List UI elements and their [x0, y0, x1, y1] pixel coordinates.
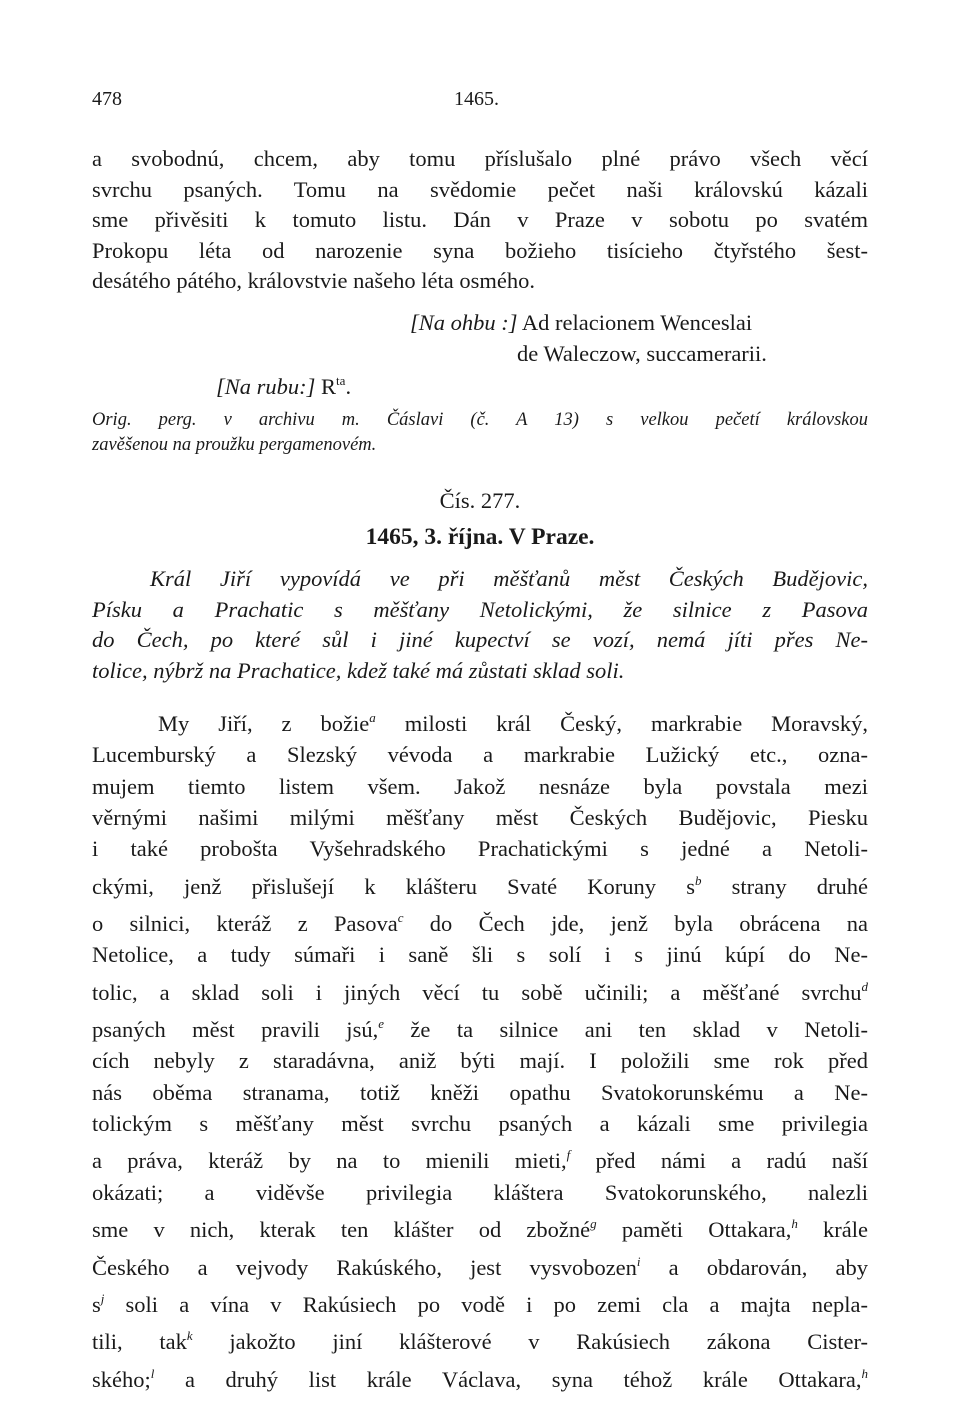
text-line: sme přivěsiti k tomuto listu. Dán v Praze v sobotu po svatém: [92, 207, 868, 232]
page-number: 478: [92, 88, 122, 110]
body-text-segment: Lucemburský a Slezský vévoda a markrabie Lužický etc., ozna-: [92, 742, 868, 768]
body-text-segment: a druhý list krále Václava, syna téhož krále Ottakara,: [154, 1366, 862, 1392]
rubu-label: [Na rubu:]: [216, 374, 316, 399]
footnote-marker: a: [369, 710, 376, 725]
ohbu-text-cont: de Waleczow, succamerarii.: [517, 340, 767, 366]
body-text-segment: krále: [797, 1217, 868, 1243]
body-text-segment: že ta silnice ani ten sklad v Netoli-: [383, 1017, 868, 1043]
text-line: desátého pátého, královstvie našeho léta osmého.: [92, 268, 535, 293]
body-text-segment: a obdarován, aby: [640, 1254, 868, 1280]
regest: [92, 564, 868, 686]
source-line: Orig. perg. v archivu m. Čáslavi (č. A 13) s velkou pečetí královskou: [92, 410, 868, 430]
body-text-segment: milosti král Český, markrabie Moravský,: [375, 711, 869, 736]
body-text-segment: před námi a radú naší: [570, 1148, 868, 1174]
body-line: [92, 1177, 868, 1208]
body-line: [92, 833, 868, 864]
footnote-marker: b: [694, 872, 702, 888]
body-line: [92, 1108, 868, 1139]
body-text-segment: Českého a vejvody Rakúského, jest vysvobozen: [92, 1254, 637, 1280]
page-header: [92, 88, 868, 112]
body-line: [92, 902, 868, 939]
body-text-segment: i také probošta Vyšehradského Prachatickými s jedné a Netoli-: [92, 836, 868, 862]
endorsement-ohbu: [410, 308, 868, 369]
body-text-segment: s: [92, 1291, 101, 1317]
body-line: [92, 1283, 868, 1320]
regest-line: Král Jiří vypovídá ve při měšťanů měst Českých Budějovic,: [150, 566, 868, 591]
footnote-marker: k: [186, 1328, 193, 1344]
body-text-segment: tolickým s měšťany měst svrchu psaných a kázali sme privilegia: [92, 1111, 868, 1137]
regest-line: tolice, nýbrž na Prachatice, kdež také má zůstati sklad soli.: [92, 657, 625, 683]
footnote-marker: e: [378, 1016, 384, 1032]
body-text-segment: věrnými našimi milými měšťany měst Českých Budějovic, Piesku: [92, 805, 868, 831]
body-text-segment: okázati; a viděvše privilegia kláštera Svatokorunského, nalezli: [92, 1179, 868, 1205]
footnote-marker: h: [861, 1365, 868, 1381]
body-line: [92, 739, 868, 770]
document-number: Čís. 277.: [439, 488, 521, 513]
document-body: [92, 702, 868, 1395]
regest-line: do Čech, po které sůl i jiné kupectví se vozí, nemá jíti přes Ne-: [92, 627, 868, 652]
body-line: [92, 702, 868, 739]
rubu-end: .: [345, 374, 352, 399]
footnote-marker: d: [861, 978, 868, 994]
body-text-segment: jakožto jiní klášterové v Rakúsiech zákona Cister-: [192, 1329, 868, 1355]
body-text-segment: tolic, a sklad soli i jiných věcí tu sobě učinili; a měšťané svrchu: [92, 979, 862, 1005]
body-text-segment: o silnici, kteráž z Pasova: [92, 911, 398, 937]
footnote-marker: f: [566, 1147, 571, 1163]
body-text-segment: a práva, kteráž by na to mienili mieti,: [92, 1148, 567, 1174]
body-text-segment: cích nebyly z staradávna, aniž býti mají. I položili sme rok před: [92, 1048, 868, 1074]
prev-document-text: [92, 144, 868, 297]
body-line: [92, 971, 868, 1008]
body-line: [92, 865, 868, 902]
body-text-segment: nás oběma stranama, totiž kněži opathu Svatokorunskému a Ne-: [92, 1079, 868, 1105]
body-text-segment: strany druhé: [701, 873, 868, 899]
ohbu-label: [Na ohbu :]: [410, 310, 518, 335]
rubu-sup: ta: [336, 373, 346, 388]
body-line: [92, 939, 868, 970]
body-line: [92, 1246, 868, 1283]
body-text-segment: soli a vína v Rakúsiech po vodě i po zemi cla a majta nepla-: [104, 1291, 868, 1317]
text-line: a svobodnú, chcem, aby tomu příslušalo plné právo všech věcí: [92, 146, 868, 171]
document-date-place: 1465, 3. října. V Praze.: [365, 524, 595, 550]
body-line: [92, 771, 868, 802]
body-text-segment: do Čech jde, jenž byla obrácena na: [403, 911, 868, 937]
footnote-marker: h: [791, 1216, 798, 1232]
regest-line: Písku a Prachatic s měšťany Netolickými, že silnice z Pasova: [92, 596, 868, 622]
footnote-marker: l: [150, 1365, 155, 1381]
text-line: Prokopu léta od narozenie syna božieho tisícieho čtyřstého šest-: [92, 237, 868, 263]
body-line: [92, 1320, 868, 1357]
source-line: zavěšenou na proužku pergamenovém.: [92, 435, 377, 455]
body-line: [92, 802, 868, 833]
footnote-marker: i: [636, 1253, 641, 1269]
body-text-segment: paměti Ottakara,: [596, 1217, 792, 1243]
text-line: svrchu psaných. Tomu na svědomie pečet naši královskú kázali: [92, 176, 868, 202]
body-line: [92, 1008, 868, 1045]
footnote-marker: c: [397, 910, 404, 926]
body-text-segment: Netolice, a tudy súmaři i saně šli s solí i s jinú kúpí do Ne-: [92, 942, 868, 968]
body-text-segment: psaných měst pravili jsú,: [92, 1017, 379, 1043]
source-note: [92, 408, 868, 458]
body-text-segment: ckými, jenž přislušejí k klášteru Svaté Koruny s: [92, 873, 695, 899]
body-line: [92, 1358, 868, 1395]
body-text-segment: ského;: [92, 1366, 151, 1392]
body-line: [92, 1208, 868, 1245]
body-line: [92, 1139, 868, 1176]
running-year: 1465.: [454, 88, 499, 110]
ohbu-text: Ad relacionem Wenceslai: [521, 310, 753, 335]
body-line: [92, 1045, 868, 1076]
body-line: [92, 1077, 868, 1108]
body-text-segment: tili, tak: [92, 1329, 187, 1355]
footnote-marker: j: [100, 1290, 105, 1306]
endorsement-rubu: [216, 366, 516, 403]
body-text-segment: mujem tiemto listem všem. Jakož nesnáze byla povstala mezi: [92, 773, 868, 799]
body-text-segment: sme v nich, kterak ten klášter od zbožné: [92, 1217, 591, 1243]
body-text-segment: My Jiří, z božie: [158, 711, 370, 736]
footnote-marker: g: [590, 1216, 597, 1232]
rubu-text: R: [321, 374, 337, 399]
